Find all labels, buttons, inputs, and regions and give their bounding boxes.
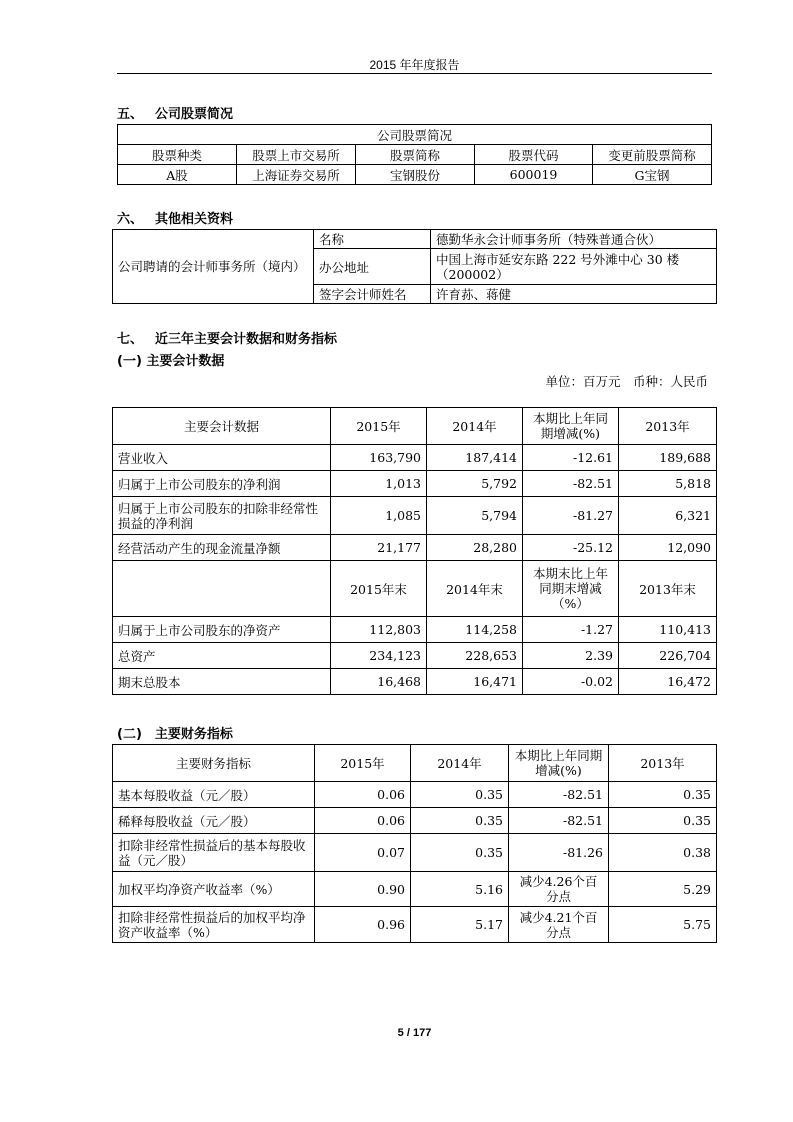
t1-cell: -1.27 xyxy=(523,617,619,643)
t1-row-label: 归属于上市公司股东的净资产 xyxy=(113,617,331,643)
t1-col2-change: 本期末比上年同期末增减（%） xyxy=(523,561,619,617)
t1-col2-2015: 2015年末 xyxy=(331,561,427,617)
t1-cell: -12.61 xyxy=(523,445,619,471)
table-row xyxy=(113,907,717,943)
t2-row-label: 扣除非经常性损益后的加权平均净资产收益率（%） xyxy=(113,907,315,943)
t2-cell: -82.51 xyxy=(509,782,609,808)
auditor-value-name: 德勤华永会计师事务所（特殊普通合伙） xyxy=(431,230,717,249)
subsection-2-heading: (二) 主要财务指标 xyxy=(117,727,233,742)
t2-cell: 0.35 xyxy=(411,834,509,872)
t1-cell: 1,013 xyxy=(331,471,427,497)
t1-cell: 5,792 xyxy=(427,471,523,497)
t2-cell: 0.38 xyxy=(609,834,717,872)
subsection-1-heading: (一) 主要会计数据 xyxy=(117,354,225,369)
auditor-key-name: 名称 xyxy=(314,230,431,249)
t1-cell: -0.02 xyxy=(523,669,619,695)
t1-cell: 189,688 xyxy=(619,445,717,471)
stock-type: A股 xyxy=(118,165,237,185)
table-row xyxy=(113,535,717,561)
t2-cell: 0.90 xyxy=(315,872,411,907)
t1-col2-2013: 2013年末 xyxy=(619,561,717,617)
t2-cell: 0.06 xyxy=(315,808,411,834)
section-7-heading xyxy=(117,328,337,347)
t2-cell: 0.35 xyxy=(411,808,509,834)
auditor-key-address: 办公地址 xyxy=(314,249,431,285)
t1-col-item: 主要会计数据 xyxy=(113,408,331,445)
t1-col-change: 本期比上年同期增减(%) xyxy=(523,408,619,445)
stock-short-name: 宝钢股份 xyxy=(356,165,475,185)
t1-cell: 16,468 xyxy=(331,669,427,695)
t1-cell: 6,321 xyxy=(619,497,717,535)
t1-col2-2014: 2014年末 xyxy=(427,561,523,617)
t1-row-label: 经营活动产生的现金流量净额 xyxy=(113,535,331,561)
auditor-value-address: 中国上海市延安东路 222 号外滩中心 30 楼（200002） xyxy=(431,249,717,285)
t2-cell: 0.96 xyxy=(315,907,411,943)
auditor-label: 公司聘请的会计师事务所（境内） xyxy=(113,230,314,304)
section-6-title: 其他相关资料 xyxy=(155,212,234,227)
stock-code: 600019 xyxy=(475,165,593,185)
stock-col-type: 股票种类 xyxy=(118,145,237,165)
t2-cell: 减少4.26个百分点 xyxy=(509,872,609,907)
t1-col-2013: 2013年 xyxy=(619,408,717,445)
t2-cell: 0.35 xyxy=(609,808,717,834)
t2-cell: 减少4.21个百分点 xyxy=(509,907,609,943)
table-row xyxy=(113,872,717,907)
t1-col2-item xyxy=(113,561,331,617)
t2-cell: 5.29 xyxy=(609,872,717,907)
t1-cell: 228,653 xyxy=(427,643,523,669)
t1-cell: 234,123 xyxy=(331,643,427,669)
stock-info-table xyxy=(117,124,712,185)
table-row xyxy=(113,617,717,643)
t2-cell: 0.35 xyxy=(411,782,509,808)
t1-cell: 226,704 xyxy=(619,643,717,669)
stock-col-previous-name: 变更前股票简称 xyxy=(593,145,712,165)
t2-row-label: 扣除非经常性损益后的基本每股收益（元／股） xyxy=(113,834,315,872)
t2-col-change: 本期比上年同期增减(%) xyxy=(509,745,609,782)
t1-cell: 2.39 xyxy=(523,643,619,669)
table-row xyxy=(113,782,717,808)
t2-col-item: 主要财务指标 xyxy=(113,745,315,782)
auditor-table xyxy=(112,229,717,304)
stock-col-short-name: 股票简称 xyxy=(356,145,475,165)
t1-cell: 114,258 xyxy=(427,617,523,643)
table-row xyxy=(113,669,717,695)
t2-cell: 5.16 xyxy=(411,872,509,907)
table-row xyxy=(113,445,717,471)
table-row xyxy=(113,643,717,669)
table-row xyxy=(113,834,717,872)
auditor-key-signers: 签字会计师姓名 xyxy=(314,285,431,304)
section-7-number: 七、 xyxy=(117,332,144,347)
auditor-value-signers: 许育荪、蒋健 xyxy=(431,285,717,304)
t1-cell: -81.27 xyxy=(523,497,619,535)
t1-cell: 163,790 xyxy=(331,445,427,471)
t2-cell: -82.51 xyxy=(509,808,609,834)
t1-cell: -82.51 xyxy=(523,471,619,497)
section-5-heading xyxy=(117,103,233,122)
stock-col-exchange: 股票上市交易所 xyxy=(237,145,356,165)
table-row xyxy=(113,471,717,497)
t2-cell: 5.75 xyxy=(609,907,717,943)
section-6-number: 六、 xyxy=(117,212,144,227)
t1-row-label: 期末总股本 xyxy=(113,669,331,695)
t1-cell: 187,414 xyxy=(427,445,523,471)
section-6-heading xyxy=(117,208,233,227)
t1-row-label: 营业收入 xyxy=(113,445,331,471)
table-row xyxy=(113,808,717,834)
t1-cell: 110,413 xyxy=(619,617,717,643)
t2-col-2013: 2013年 xyxy=(609,745,717,782)
stock-exchange: 上海证券交易所 xyxy=(237,165,356,185)
unit-currency-note: 单位：百万元 币种：人民币 xyxy=(545,374,708,389)
t2-row-label: 基本每股收益（元／股） xyxy=(113,782,315,808)
header-rule xyxy=(117,73,712,74)
t2-cell: -81.26 xyxy=(509,834,609,872)
stock-table-title: 公司股票简况 xyxy=(118,125,712,145)
t2-col-2015: 2015年 xyxy=(315,745,411,782)
page-number: 5 / 177 xyxy=(397,1027,432,1039)
t1-cell: -25.12 xyxy=(523,535,619,561)
t2-col-2014: 2014年 xyxy=(411,745,509,782)
stock-col-code: 股票代码 xyxy=(475,145,593,165)
table-row xyxy=(113,497,717,535)
t1-cell: 112,803 xyxy=(331,617,427,643)
t1-row-label: 总资产 xyxy=(113,643,331,669)
accounting-data-table xyxy=(112,407,717,695)
t1-row-label: 归属于上市公司股东的扣除非经常性损益的净利润 xyxy=(113,497,331,535)
t1-cell: 1,085 xyxy=(331,497,427,535)
t1-cell: 16,471 xyxy=(427,669,523,695)
t1-cell: 5,794 xyxy=(427,497,523,535)
t2-cell: 0.35 xyxy=(609,782,717,808)
t1-row-label: 归属于上市公司股东的净利润 xyxy=(113,471,331,497)
t1-cell: 12,090 xyxy=(619,535,717,561)
t2-cell: 5.17 xyxy=(411,907,509,943)
section-5-title: 公司股票简况 xyxy=(155,107,234,122)
t1-col-2015: 2015年 xyxy=(331,408,427,445)
t1-col-2014: 2014年 xyxy=(427,408,523,445)
section-7-title: 近三年主要会计数据和财务指标 xyxy=(155,332,338,347)
t2-cell: 0.06 xyxy=(315,782,411,808)
t2-cell: 0.07 xyxy=(315,834,411,872)
t1-cell: 5,818 xyxy=(619,471,717,497)
t2-row-label: 稀释每股收益（元／股） xyxy=(113,808,315,834)
t1-cell: 16,472 xyxy=(619,669,717,695)
t2-row-label: 加权平均净资产收益率（%） xyxy=(113,872,315,907)
stock-previous-name: G宝钢 xyxy=(593,165,712,185)
section-5-number: 五、 xyxy=(117,107,144,122)
t1-cell: 28,280 xyxy=(427,535,523,561)
t1-cell: 21,177 xyxy=(331,535,427,561)
financial-indicators-table xyxy=(112,744,717,943)
page-header: 2015 年年度报告 xyxy=(369,58,460,72)
